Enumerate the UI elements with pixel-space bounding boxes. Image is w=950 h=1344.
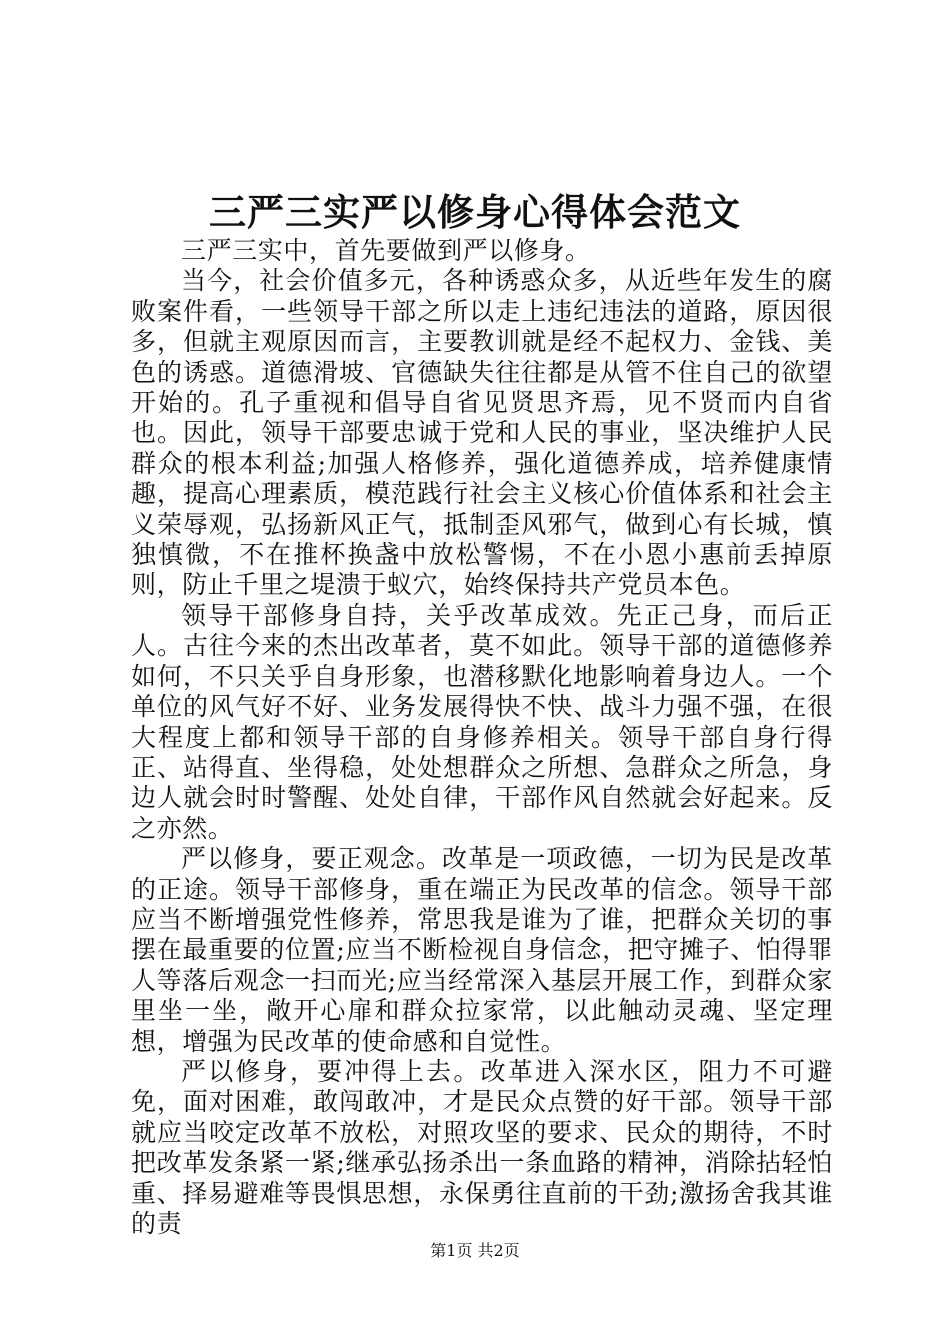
paragraph: 三严三实中，首先要做到严以修身。 xyxy=(181,236,591,265)
paragraph: 领导干部修身自持，关乎改革成效。先正己身，而后正人。古往今来的杰出改革者，莫不如此。领导干部的道德修养如何，不只关乎自身形象，也潜移默化地影响着身边人。一个单位的风气好不好、业务发展得快不快、战斗力强不强，在很大程度上都和领导干部的自身修养相关。领导干部自身行得正、站得直、坐得稳，处处想群众之所想、急群众之所急，身边人就会时时警醒、处处自律，干部作风自然就会好起来。反之亦然。 xyxy=(131,600,833,843)
document-title: 三严三实严以修身心得体会范文 xyxy=(209,190,741,234)
paragraph: 严以修身，要冲得上去。改革进入深水区，阻力不可避免，面对困难，敢闯敢冲，才是民众点赞的好干部。领导干部就应当咬定改革不放松，对照攻坚的要求、民众的期待，不时把改革发条紧一紧;继承弘扬杀出一条血路的精神，消除拈轻怕重、择易避难等畏惧思想，永保勇往直前的干劲;激扬舍我其谁的责 xyxy=(131,1056,833,1238)
paragraph: 严以修身，要正观念。改革是一项政德，一切为民是改革的正途。领导干部修身，重在端正为民改革的信念。领导干部应当不断增强党性修养，常思我是谁为了谁，把群众关切的事摆在最重要的位置;应当不断检视自身信念，把守摊子、怕得罪人等落后观念一扫而光;应当经常深入基层开展工作，到群众家里坐一坐，敞开心扉和群众拉家常，以此触动灵魂、坚定理想，增强为民改革的使命感和自觉性。 xyxy=(131,844,833,1056)
page-footer: 第1页 共2页 xyxy=(430,1241,520,1260)
document-body xyxy=(131,236,833,1239)
paragraph: 当今，社会价值多元，各种诱惑众多，从近些年发生的腐败案件看，一些领导干部之所以走上违纪违法的道路，原因很多，但就主观原因而言，主要教训就是经不起权力、金钱、美色的诱惑。道德滑坡、官德缺失往往都是从管不住自己的欲望开始的。孔子重视和倡导自省见贤思齐焉，见不贤而内自省也。因此，领导干部要忠诚于党和人民的事业，坚决维护人民群众的根本利益;加强人格修养，强化道德养成，培养健康情趣，提高心理素质，模范践行社会主义核心价值体系和社会主义荣辱观，弘扬新风正气，抵制歪风邪气，做到心有长城，慎独慎微，不在推杯换盏中放松警惕，不在小恩小惠前丢掉原则，防止千里之堤溃于蚁穴，始终保持共产党员本色。 xyxy=(131,266,833,600)
